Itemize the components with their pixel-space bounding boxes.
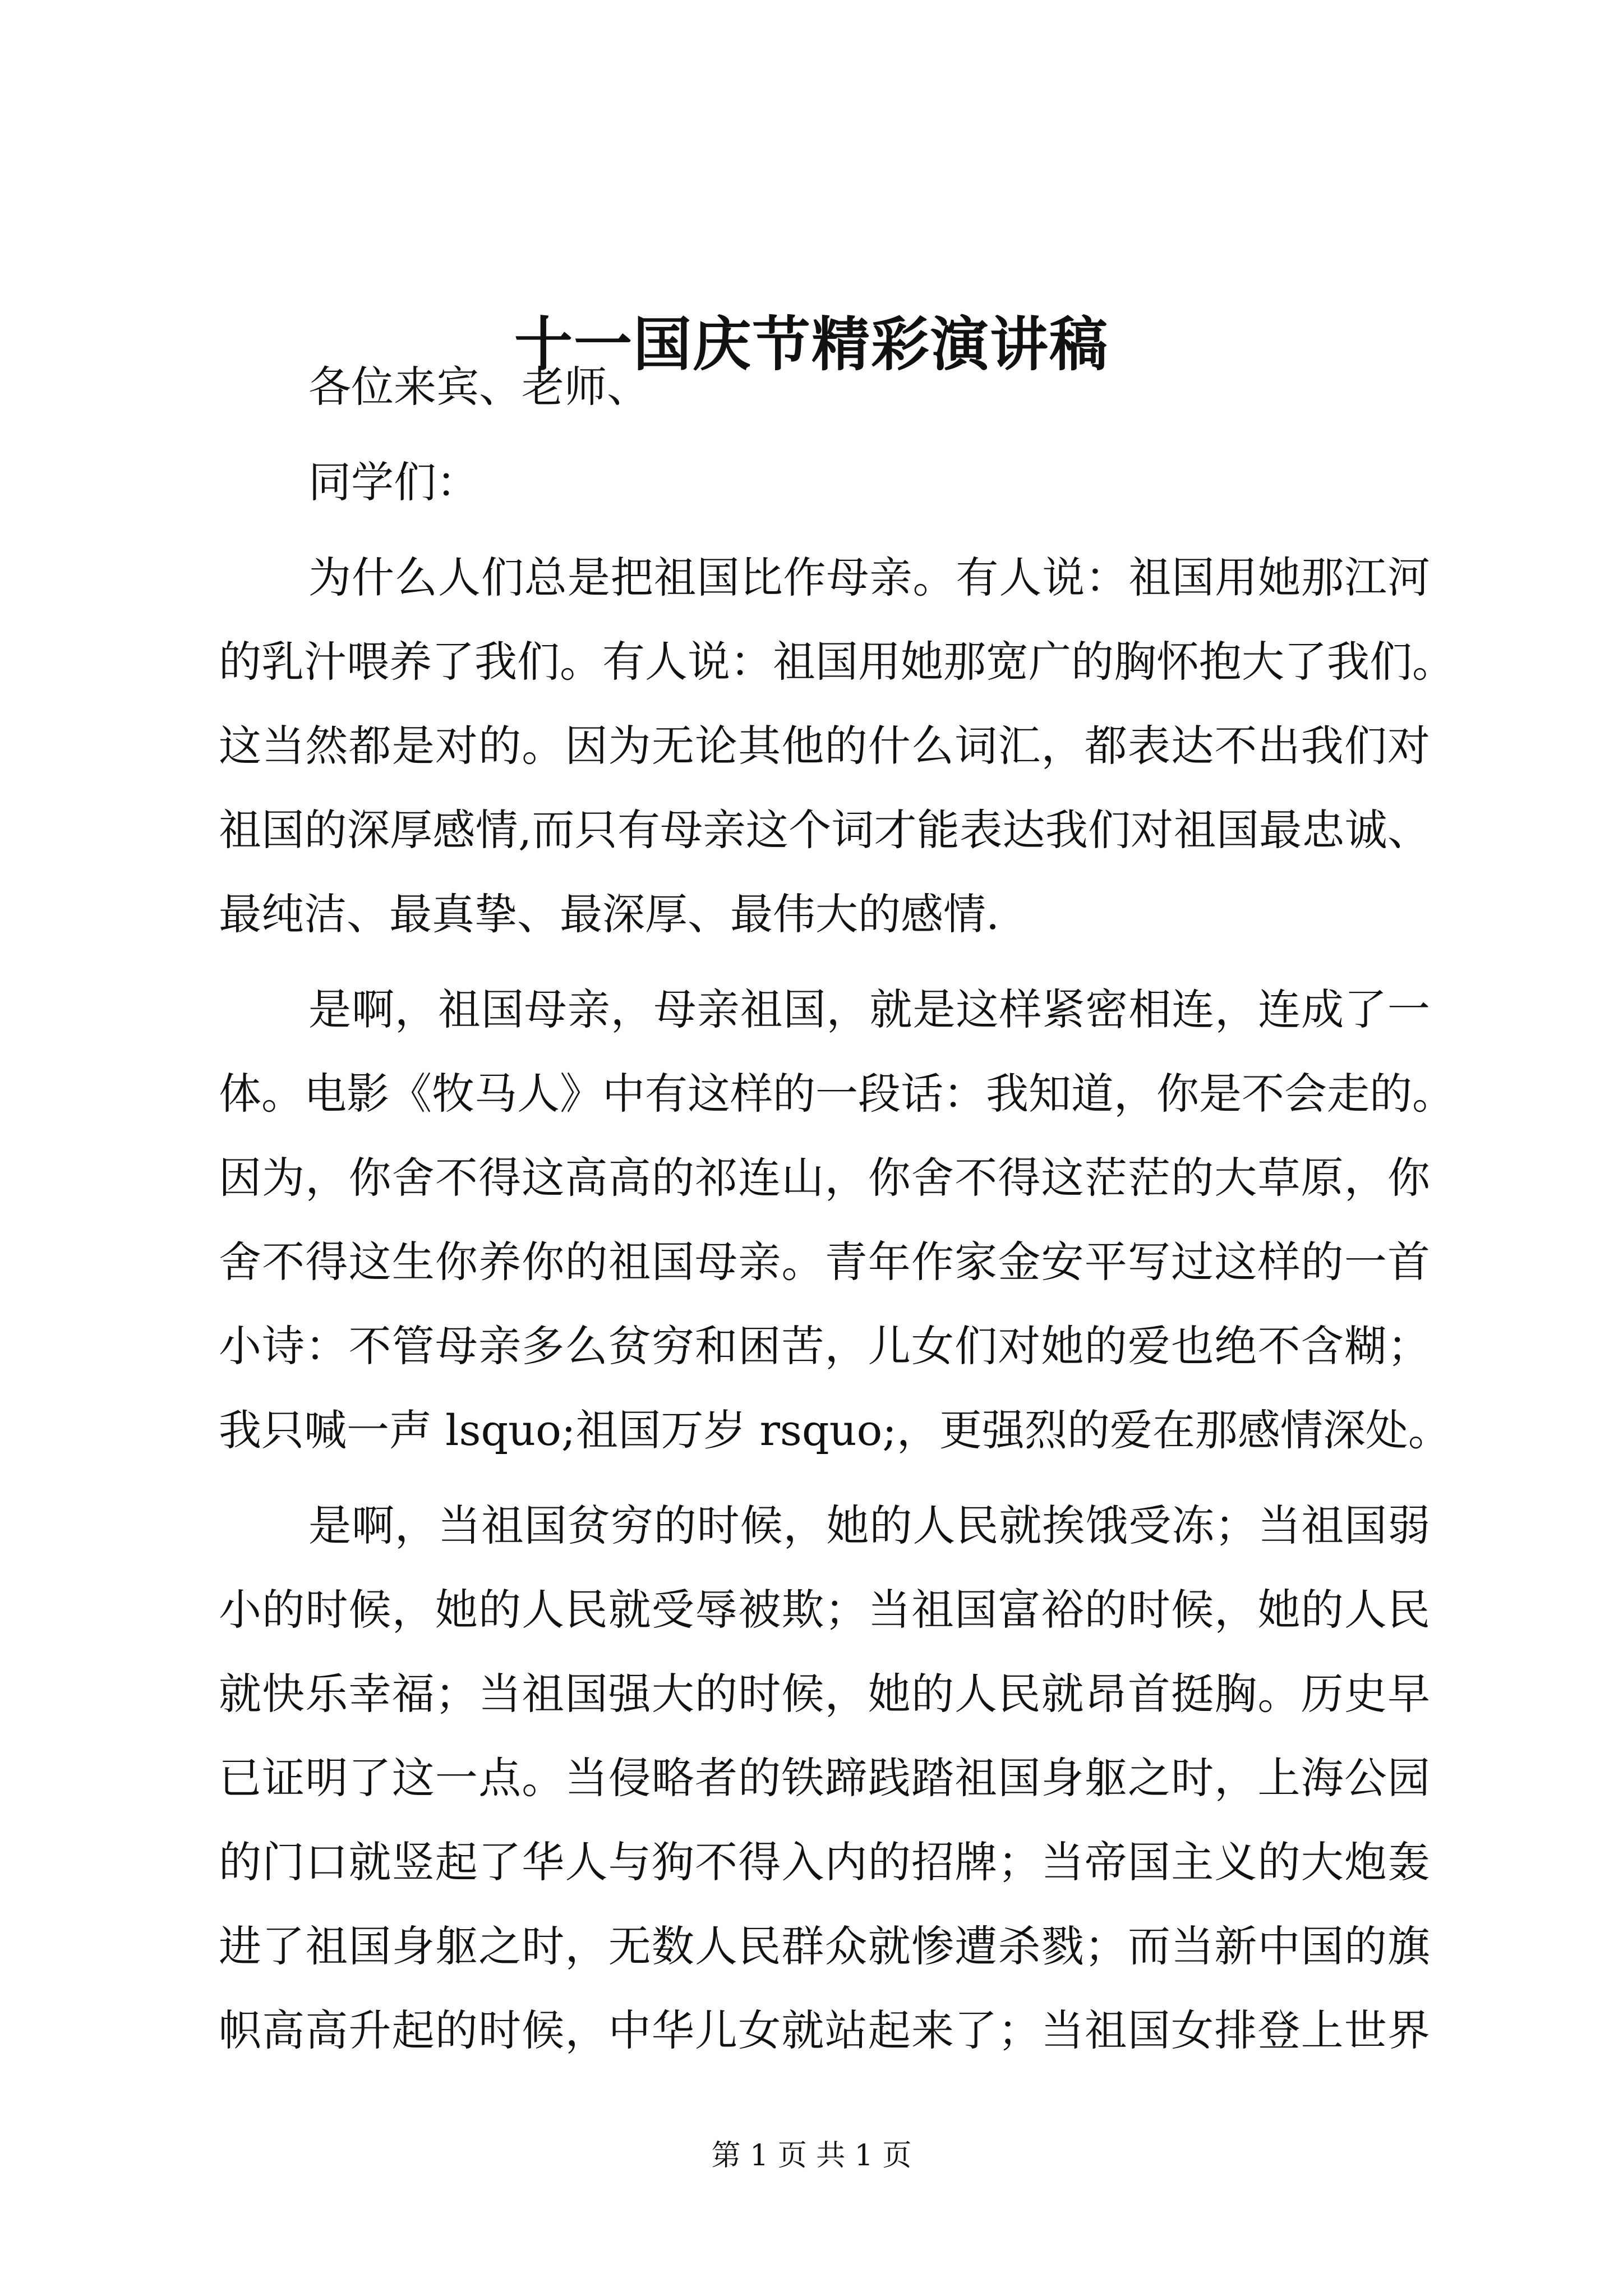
paragraph xyxy=(219,1484,1430,2073)
document-body xyxy=(219,345,1455,2084)
text-line: 这当然都是对的。因为无论其他的什么词汇，都表达不出我们对 xyxy=(219,721,1430,771)
text-line: 的乳汁喂养了我们。有人说：祖国用她那宽广的胸怀抱大了我们。 xyxy=(219,637,1455,687)
paragraph xyxy=(219,536,1455,956)
document-title: 十一国庆节精彩演讲稿 xyxy=(514,310,1109,379)
text-line: 帜高高升起的时候，中华儿女就站起来了；当祖国女排登上世界 xyxy=(219,2005,1430,2055)
text-line: 因为，你舍不得这高高的祁连山，你舍不得这茫茫的大草原，你 xyxy=(219,1153,1430,1203)
text-line: 是啊，当祖国贫穷的时候，她的人民就挨饿受冻；当祖国弱 xyxy=(308,1501,1430,1550)
text-line: 祖国的深厚感情,而只有母亲这个词才能表达我们对祖国最忠诚、 xyxy=(219,805,1430,855)
text-line: 各位来宾、老师、 xyxy=(308,362,649,412)
text-line: 进了祖国身躯之时，无数人民群众就惨遭杀戮；而当新中国的旗 xyxy=(219,1921,1430,1971)
text-line: 小的时候，她的人民就受辱被欺；当祖国富裕的时候，她的人民 xyxy=(219,1585,1430,1635)
paragraph xyxy=(219,968,1455,1473)
paragraph xyxy=(219,345,1430,429)
text-line: 舍不得这生你养你的祖国母亲。青年作家金安平写过这样的一首 xyxy=(219,1237,1430,1287)
text-line: 同学们： xyxy=(308,457,479,507)
text-line: 已证明了这一点。当侵略者的铁蹄践踏祖国身躯之时，上海公园 xyxy=(219,1753,1430,1803)
text-line: 我只喊一声 lsquo;祖国万岁 rsquo;，更强烈的爱在那感情深处。 xyxy=(219,1405,1451,1455)
text-line: 就快乐幸福；当祖国强大的时候，她的人民就昂首挺胸。历史早 xyxy=(219,1669,1430,1719)
text-line: 最纯洁、最真挚、最深厚、最伟大的感情. xyxy=(219,889,1000,939)
text-line: 小诗：不管母亲多么贫穷和困苦，儿女们对她的爱也绝不含糊； xyxy=(219,1321,1430,1371)
page-footer: 第 1 页 共 1 页 xyxy=(711,2139,912,2173)
text-line: 是啊，祖国母亲，母亲祖国，就是这样紧密相连，连成了一 xyxy=(308,984,1430,1034)
text-line: 体。电影《牧马人》中有这样的一段话：我知道，你是不会走的。 xyxy=(219,1069,1455,1119)
text-line: 的门口就竖起了华人与狗不得入内的招牌；当帝国主义的大炮轰 xyxy=(219,1837,1430,1887)
paragraph xyxy=(219,440,1430,524)
text-line: 为什么人们总是把祖国比作母亲。有人说：祖国用她那江河 xyxy=(308,553,1430,602)
